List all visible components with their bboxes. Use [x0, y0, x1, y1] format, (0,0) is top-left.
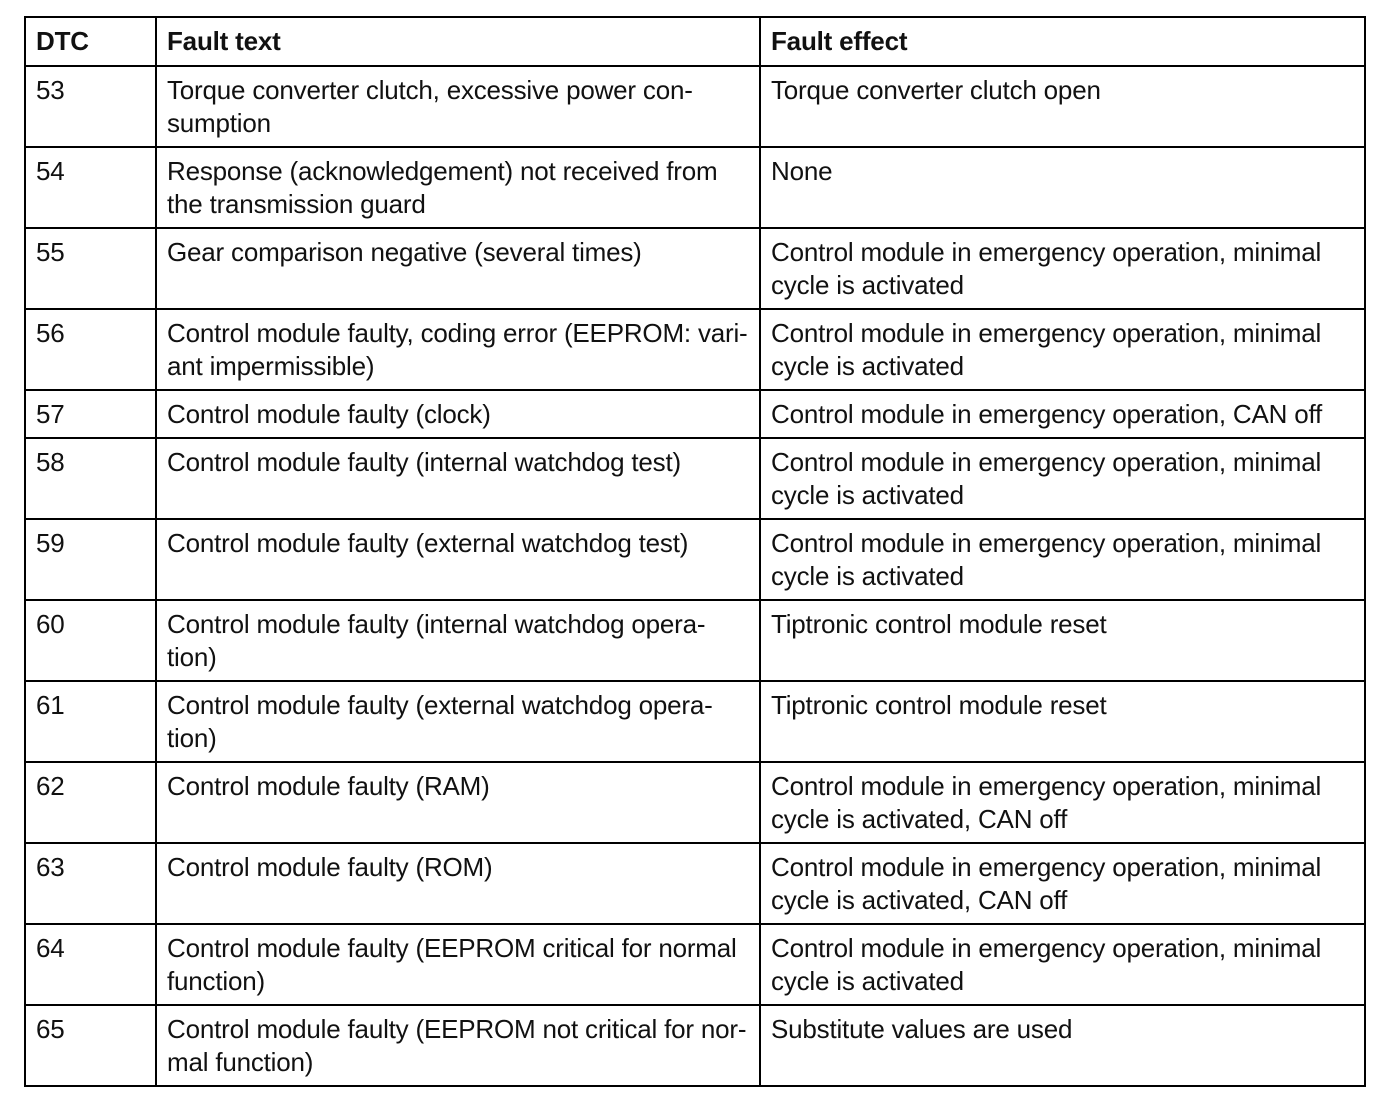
cell-dtc: 56: [25, 309, 156, 390]
cell-fault-effect: Substitute values are used: [760, 1005, 1365, 1086]
table-body: [25, 66, 1365, 1086]
table-header: [25, 17, 1365, 66]
cell-fault-text: Control module faulty (external watchdog opera- tion): [156, 681, 760, 762]
cell-fault-effect: Control module in emergency operation, minimal cycle is activated: [760, 228, 1365, 309]
dtc-fault-table: [24, 16, 1366, 1087]
table-row: [25, 66, 1365, 147]
cell-dtc: 64: [25, 924, 156, 1005]
cell-fault-effect: None: [760, 147, 1365, 228]
table-row: [25, 438, 1365, 519]
cell-dtc: 53: [25, 66, 156, 147]
cell-fault-effect: Control module in emergency operation, minimal cycle is activated: [760, 924, 1365, 1005]
cell-fault-text: Control module faulty, coding error (EEPROM: vari- ant impermissible): [156, 309, 760, 390]
table-row: [25, 843, 1365, 924]
table-row: [25, 390, 1365, 438]
cell-dtc: 63: [25, 843, 156, 924]
cell-fault-effect: Torque converter clutch open: [760, 66, 1365, 147]
header-dtc: DTC: [25, 17, 156, 66]
cell-dtc: 60: [25, 600, 156, 681]
table-row: [25, 309, 1365, 390]
table-row: [25, 147, 1365, 228]
cell-fault-text: Torque converter clutch, excessive power con- sumption: [156, 66, 760, 147]
cell-dtc: 65: [25, 1005, 156, 1086]
cell-fault-effect: Control module in emergency operation, CAN off: [760, 390, 1365, 438]
cell-fault-text: Control module faulty (internal watchdog opera- tion): [156, 600, 760, 681]
cell-fault-effect: Tiptronic control module reset: [760, 600, 1365, 681]
table-row: [25, 681, 1365, 762]
cell-fault-text: Response (acknowledgement) not received from the transmission guard: [156, 147, 760, 228]
table-row: [25, 1005, 1365, 1086]
table-row: [25, 600, 1365, 681]
header-fault-effect: Fault effect: [760, 17, 1365, 66]
header-fault-text: Fault text: [156, 17, 760, 66]
cell-dtc: 59: [25, 519, 156, 600]
cell-fault-effect: Control module in emergency operation, minimal cycle is activated: [760, 519, 1365, 600]
header-row: [25, 17, 1365, 66]
cell-dtc: 57: [25, 390, 156, 438]
cell-fault-text: Gear comparison negative (several times): [156, 228, 760, 309]
cell-fault-text: Control module faulty (external watchdog test): [156, 519, 760, 600]
cell-fault-text: Control module faulty (ROM): [156, 843, 760, 924]
table-row: [25, 924, 1365, 1005]
cell-fault-text: Control module faulty (EEPROM not critical for nor- mal function): [156, 1005, 760, 1086]
cell-dtc: 55: [25, 228, 156, 309]
table-row: [25, 762, 1365, 843]
cell-fault-effect: Control module in emergency operation, minimal cycle is activated, CAN off: [760, 762, 1365, 843]
cell-fault-effect: Control module in emergency operation, minimal cycle is activated, CAN off: [760, 843, 1365, 924]
table-row: [25, 519, 1365, 600]
table-row: [25, 228, 1365, 309]
cell-fault-text: Control module faulty (internal watchdog test): [156, 438, 760, 519]
cell-dtc: 54: [25, 147, 156, 228]
cell-fault-effect: Control module in emergency operation, minimal cycle is activated: [760, 438, 1365, 519]
cell-dtc: 58: [25, 438, 156, 519]
cell-dtc: 62: [25, 762, 156, 843]
cell-fault-effect: Tiptronic control module reset: [760, 681, 1365, 762]
cell-fault-text: Control module faulty (RAM): [156, 762, 760, 843]
cell-dtc: 61: [25, 681, 156, 762]
cell-fault-text: Control module faulty (clock): [156, 390, 760, 438]
cell-fault-text: Control module faulty (EEPROM critical for normal function): [156, 924, 760, 1005]
cell-fault-effect: Control module in emergency operation, minimal cycle is activated: [760, 309, 1365, 390]
